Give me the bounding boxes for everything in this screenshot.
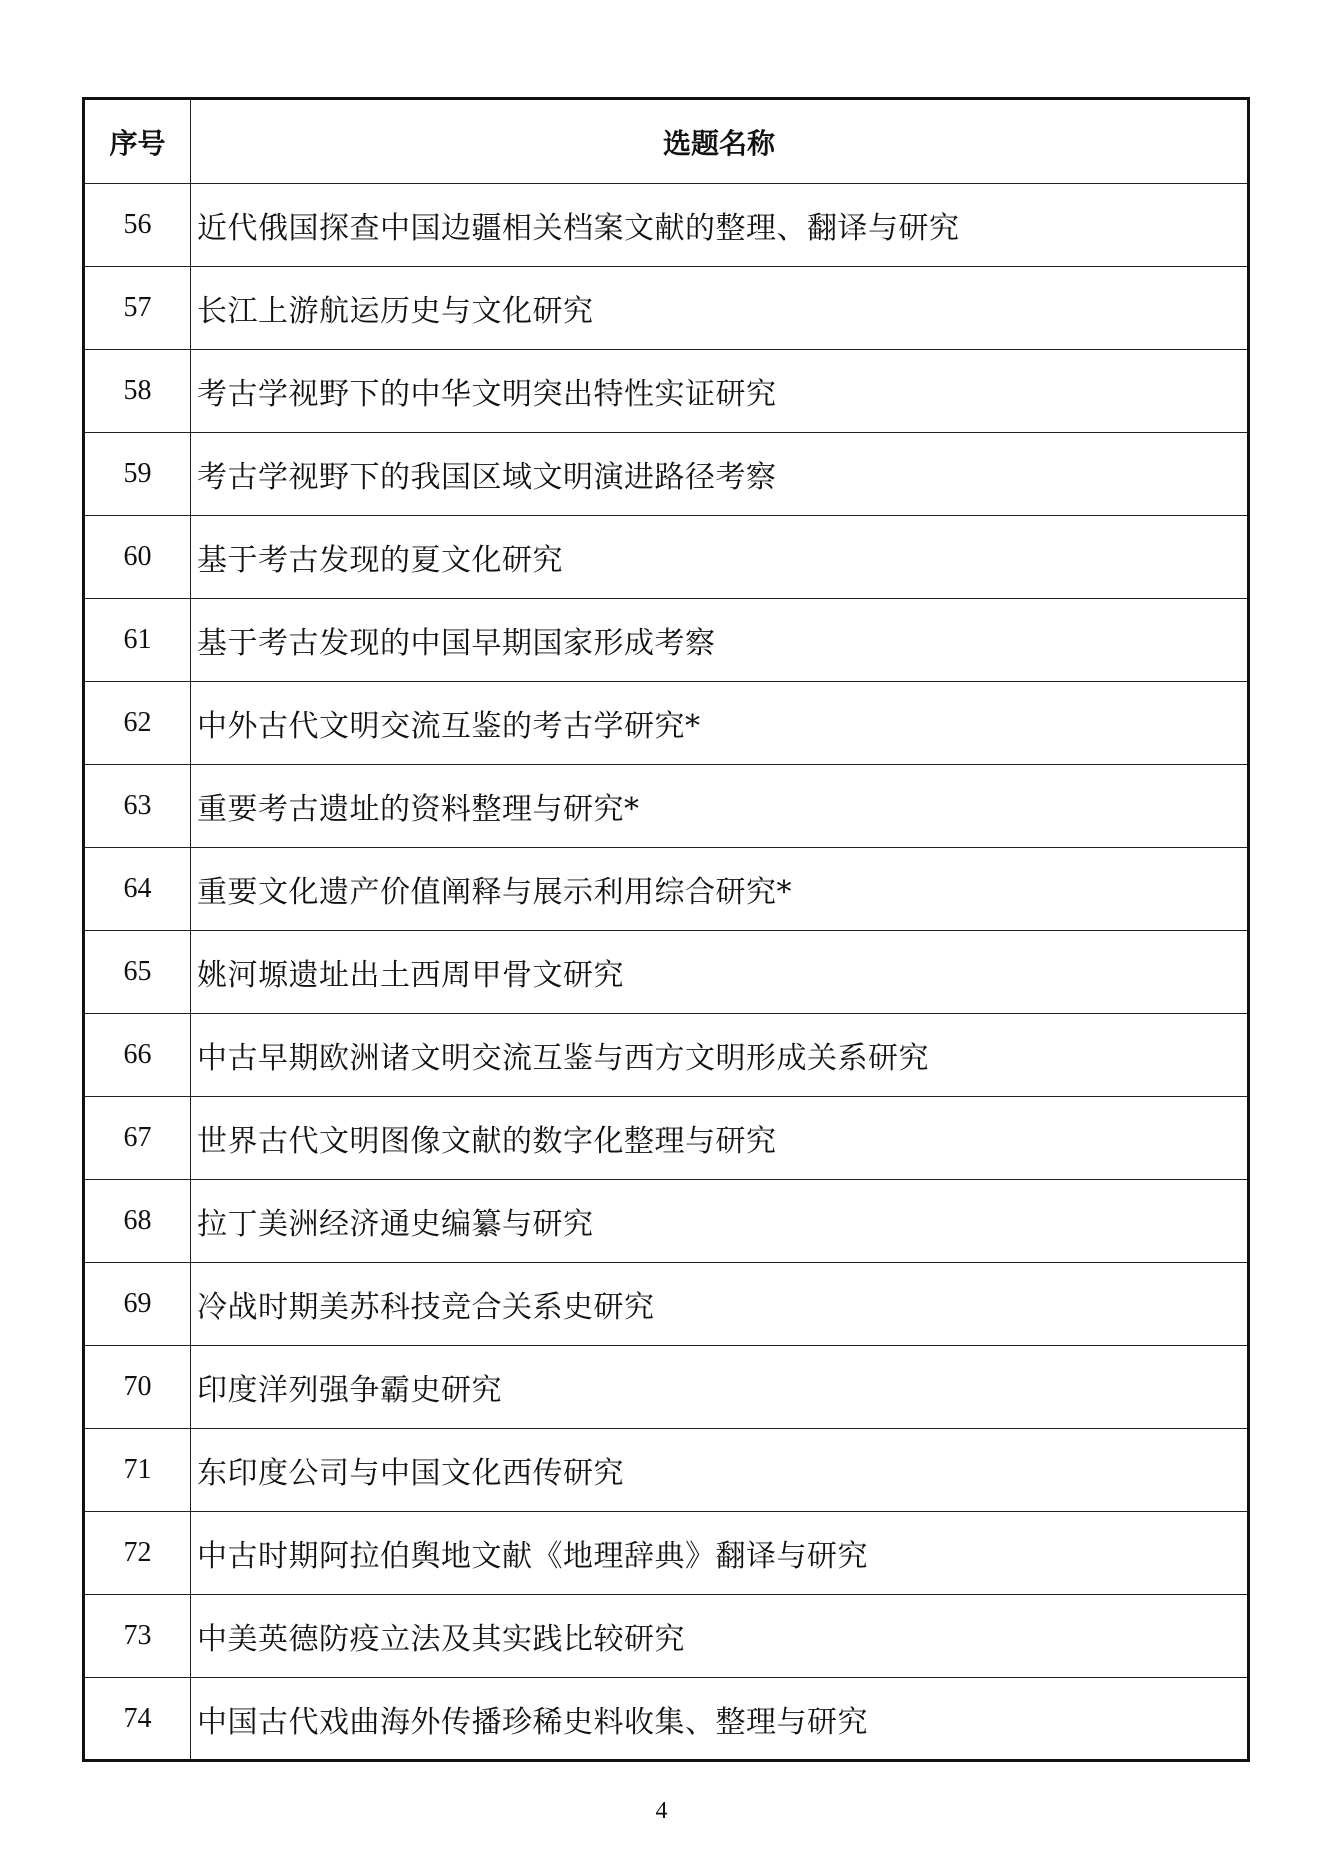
row-title: 东印度公司与中国文化西传研究 xyxy=(191,1429,1249,1512)
table-row xyxy=(84,1180,1249,1263)
table-row xyxy=(84,931,1249,1014)
row-number: 58 xyxy=(84,350,191,433)
header-title: 选题名称 xyxy=(191,99,1249,184)
table-row xyxy=(84,1014,1249,1097)
row-title: 中外古代文明交流互鉴的考古学研究* xyxy=(191,682,1249,765)
topics-table xyxy=(82,97,1250,1762)
table-row xyxy=(84,184,1249,267)
row-title: 中古早期欧洲诸文明交流互鉴与西方文明形成关系研究 xyxy=(191,1014,1249,1097)
row-title: 长江上游航运历史与文化研究 xyxy=(191,267,1249,350)
row-number: 66 xyxy=(84,1014,191,1097)
row-number: 64 xyxy=(84,848,191,931)
row-title: 冷战时期美苏科技竞合关系史研究 xyxy=(191,1263,1249,1346)
row-title: 中古时期阿拉伯舆地文献《地理辞典》翻译与研究 xyxy=(191,1512,1249,1595)
table-row xyxy=(84,765,1249,848)
row-title: 基于考古发现的中国早期国家形成考察 xyxy=(191,599,1249,682)
row-number: 74 xyxy=(84,1678,191,1761)
page-number: 4 xyxy=(655,1798,668,1824)
row-number: 67 xyxy=(84,1097,191,1180)
row-number: 69 xyxy=(84,1263,191,1346)
row-title: 近代俄国探查中国边疆相关档案文献的整理、翻译与研究 xyxy=(191,184,1249,267)
row-title: 中美英德防疫立法及其实践比较研究 xyxy=(191,1595,1249,1678)
table-row xyxy=(84,1678,1249,1761)
row-number: 61 xyxy=(84,599,191,682)
row-number: 72 xyxy=(84,1512,191,1595)
row-number: 68 xyxy=(84,1180,191,1263)
table-row xyxy=(84,682,1249,765)
row-number: 60 xyxy=(84,516,191,599)
table-row xyxy=(84,267,1249,350)
row-title: 重要考古遗址的资料整理与研究* xyxy=(191,765,1249,848)
header-number: 序号 xyxy=(84,99,191,184)
table-row xyxy=(84,1346,1249,1429)
table-row xyxy=(84,1429,1249,1512)
table-row xyxy=(84,1097,1249,1180)
table-row xyxy=(84,350,1249,433)
row-title: 姚河塬遗址出土西周甲骨文研究 xyxy=(191,931,1249,1014)
row-number: 56 xyxy=(84,184,191,267)
table-body xyxy=(84,184,1249,1761)
row-number: 65 xyxy=(84,931,191,1014)
row-title: 世界古代文明图像文献的数字化整理与研究 xyxy=(191,1097,1249,1180)
row-title: 印度洋列强争霸史研究 xyxy=(191,1346,1249,1429)
table-row xyxy=(84,599,1249,682)
row-title: 基于考古发现的夏文化研究 xyxy=(191,516,1249,599)
row-title: 考古学视野下的我国区域文明演进路径考察 xyxy=(191,433,1249,516)
table-row xyxy=(84,1512,1249,1595)
row-title: 考古学视野下的中华文明突出特性实证研究 xyxy=(191,350,1249,433)
row-number: 73 xyxy=(84,1595,191,1678)
table-row xyxy=(84,433,1249,516)
row-title: 重要文化遗产价值阐释与展示利用综合研究* xyxy=(191,848,1249,931)
table-row xyxy=(84,516,1249,599)
row-number: 63 xyxy=(84,765,191,848)
row-number: 57 xyxy=(84,267,191,350)
row-number: 70 xyxy=(84,1346,191,1429)
table-header-row xyxy=(84,99,1249,184)
row-number: 59 xyxy=(84,433,191,516)
row-title: 中国古代戏曲海外传播珍稀史料收集、整理与研究 xyxy=(191,1678,1249,1761)
table-row xyxy=(84,848,1249,931)
table-row xyxy=(84,1595,1249,1678)
table-row xyxy=(84,1263,1249,1346)
row-number: 71 xyxy=(84,1429,191,1512)
row-title: 拉丁美洲经济通史编纂与研究 xyxy=(191,1180,1249,1263)
row-number: 62 xyxy=(84,682,191,765)
